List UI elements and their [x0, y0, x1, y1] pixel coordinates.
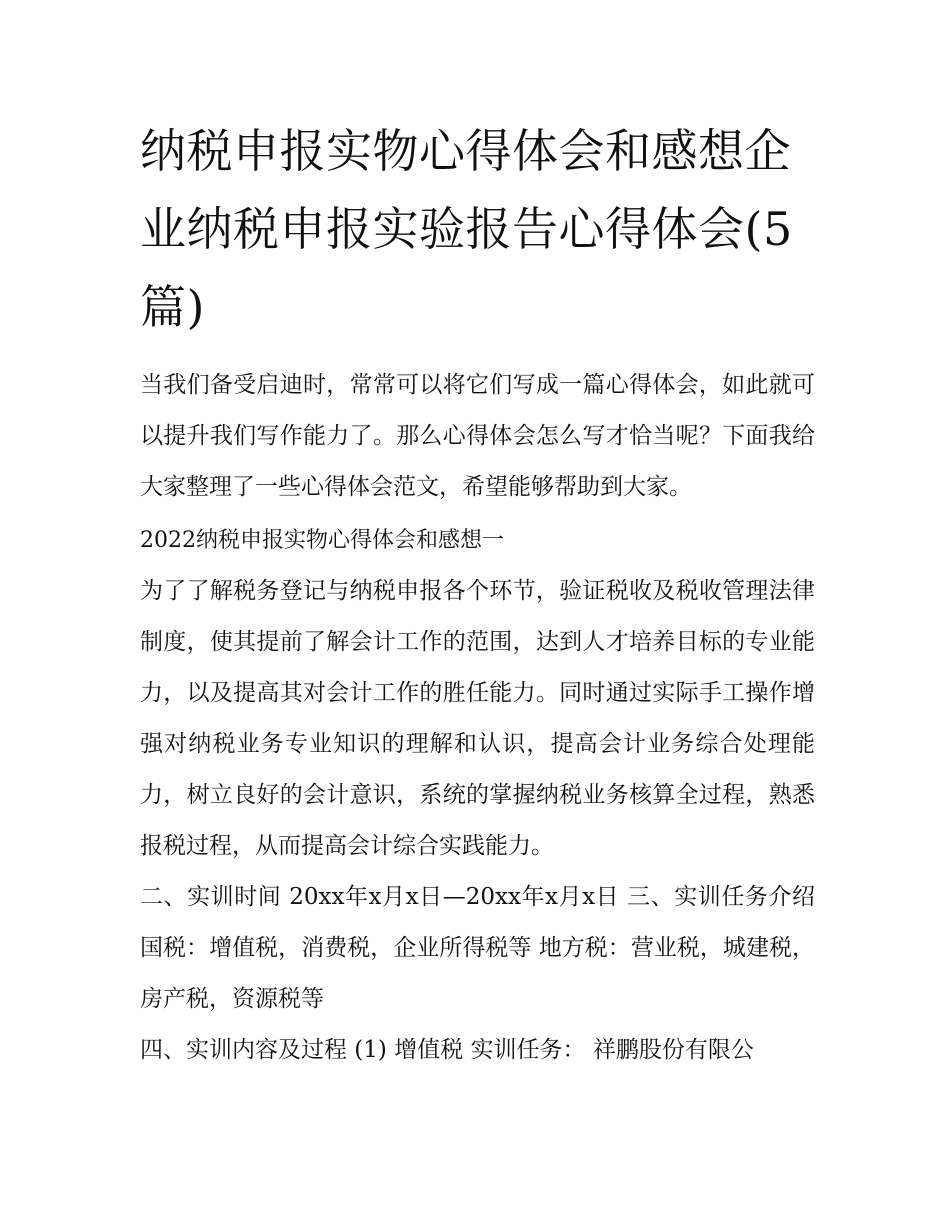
body-paragraph-1: 为了了解税务登记与纳税申报各个环节，验证税收及税收管理法律制度，使其提前了解会计工作的范围，达到人才培养目标的专业能力，以及提高其对会计工作的胜任能力。同时通过实际手工操作增强对纳税业务专业知识的理解和认识，提高会计业务综合处理能力，树立良好的会计意识，系统的掌握纳税业务核算全过程，熟悉报税过程，从而提高会计综合实践能力。: [140, 578, 815, 859]
document-page: [140, 112, 815, 1076]
body-paragraph-2: 二、实训时间 20xx年x月x日—20xx年x月x日 三、实训任务介绍 国税：增值税，消费税，企业所得税等 地方税：营业税，城建税，房产税，资源税等: [140, 884, 815, 1012]
body-paragraph-3: 四、实训内容及过程 (1) 增值税 实训任务： 祥鹏股份有限公: [140, 1037, 754, 1063]
section-heading: 2022纳税申报实物心得体会和感想一: [140, 528, 504, 553]
document-title: 纳税申报实物心得体会和感想企业纳税申报实验报告心得体会(5篇): [140, 124, 793, 334]
intro-paragraph: 当我们备受启迪时，常常可以将它们写成一篇心得体会，如此就可以提升我们写作能力了。那么心得体会怎么写才恰当呢？下面我给大家整理了一些心得体会范文，希望能够帮助到大家。: [140, 372, 815, 500]
